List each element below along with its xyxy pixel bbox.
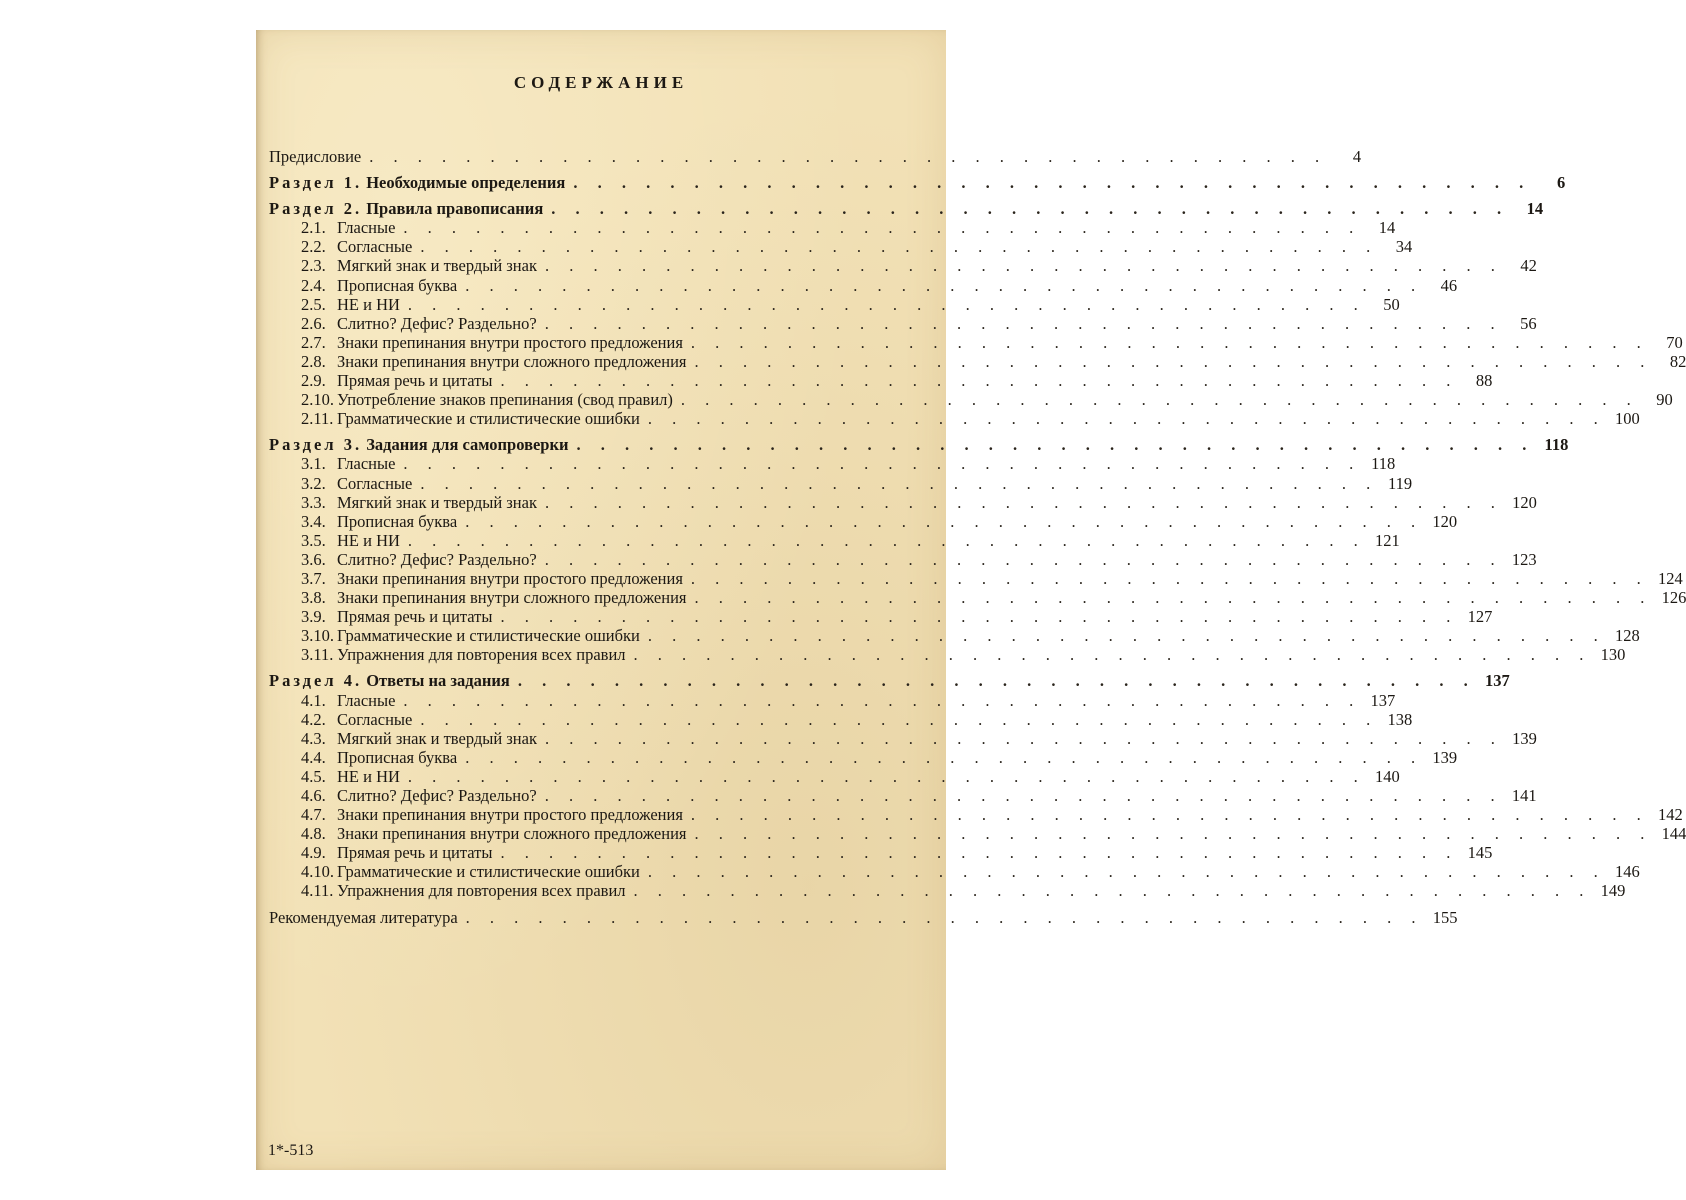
toc-item-row [269, 332, 1683, 352]
item-number: 4.7. [301, 805, 326, 825]
item-title: Знаки препинания внутри сложного предложения [337, 588, 687, 608]
leader-dots [537, 256, 1503, 275]
toc-text [269, 550, 537, 569]
toc-section-row [269, 173, 1566, 193]
section-title: Ответы на задания [366, 671, 510, 691]
toc-page-number: 82 [1669, 351, 1686, 371]
toc-item-row [269, 454, 1396, 474]
toc-page-number: 14 [1526, 199, 1544, 219]
toc-text: Предисловие [269, 147, 362, 166]
toc-text [269, 256, 537, 275]
item-number: 4.10. [301, 862, 334, 882]
item-title: Гласные [337, 218, 396, 238]
leader-dots [626, 881, 1592, 900]
toc-page-number: 56 [1520, 313, 1537, 333]
leader-dots [457, 512, 1423, 531]
item-number: 4.4. [301, 747, 326, 767]
toc-page-number: 141 [1511, 786, 1537, 805]
toc-page-number: 4 [1352, 147, 1362, 166]
item-number: 2.8. [301, 351, 326, 371]
item-number: 2.5. [301, 294, 326, 314]
toc-item-row [269, 690, 1396, 710]
toc-page-number: 126 [1661, 588, 1686, 608]
toc-item-row [269, 786, 1537, 805]
item-title: Знаки препинания внутри простого предложения [337, 568, 683, 588]
item-number: 4.9. [301, 843, 326, 863]
leader-dots [640, 862, 1606, 881]
toc-item-row [269, 237, 1413, 257]
item-number: 3.6. [301, 549, 326, 569]
item-title: Мягкий знак и твердый знак [337, 492, 537, 512]
item-title: НЕ и НИ [337, 530, 400, 550]
leader-dots [457, 748, 1423, 767]
toc-page-number: 121 [1375, 530, 1400, 550]
item-title: Знаки препинания внутри сложного предложения [337, 824, 687, 844]
toc-page-number: 42 [1520, 256, 1537, 276]
toc-text [269, 607, 492, 626]
item-title: Мягкий знак и твердый знак [337, 728, 537, 748]
toc-page-number: 127 [1467, 607, 1493, 627]
item-title: Согласные [337, 237, 413, 257]
item-number: 4.2. [301, 709, 326, 729]
toc-page-number: 137 [1370, 690, 1396, 710]
toc-text [269, 729, 537, 748]
leader-dots [457, 276, 1423, 295]
leader-dots [683, 569, 1649, 588]
toc-page-number: 144 [1661, 824, 1686, 844]
toc-text [269, 390, 673, 409]
toc-sections [269, 173, 1686, 901]
toc-text [269, 767, 400, 786]
leader-dots [640, 409, 1606, 428]
toc-text [269, 371, 492, 390]
item-title: Слитно? Дефис? Раздельно? [337, 549, 537, 569]
toc-text [269, 237, 412, 256]
item-number: 2.1. [301, 218, 326, 238]
leader-dots [537, 729, 1503, 748]
toc-text [269, 626, 640, 645]
item-title: Грамматические и стилистические ошибки [337, 409, 640, 429]
item-number: 4.1. [301, 690, 326, 710]
leader-dots [640, 626, 1606, 645]
leader-dots [687, 588, 1653, 607]
leader-dots [361, 147, 1327, 166]
toc-text [269, 569, 683, 588]
printer-signature: 1*-513 [268, 1142, 314, 1159]
toc-item-row [269, 588, 1686, 608]
toc-text [269, 333, 683, 352]
toc-text [269, 314, 537, 333]
toc-text [269, 691, 395, 710]
item-number: 3.2. [301, 473, 326, 493]
item-number: 4.8. [301, 824, 326, 844]
toc-item-row [269, 747, 1458, 767]
table-of-contents [269, 147, 1686, 927]
item-title: Слитно? Дефис? Раздельно? [337, 313, 537, 333]
toc-text [269, 786, 537, 805]
item-number: 2.3. [301, 256, 326, 276]
toc-item-row [269, 766, 1400, 786]
item-number: 3.8. [301, 588, 326, 608]
section-label: Раздел 4. [269, 671, 363, 691]
item-title: Грамматические и стилистические ошибки [337, 626, 640, 646]
leader-dots [412, 474, 1378, 493]
leader-dots [412, 710, 1378, 729]
book-page [256, 30, 1686, 1170]
leader-dots [395, 691, 1361, 710]
toc-text [269, 881, 626, 900]
toc-page-number: 88 [1475, 371, 1493, 391]
leader-dots [412, 237, 1378, 256]
toc-text [269, 824, 687, 843]
toc-text [269, 588, 687, 607]
toc-item-row [269, 256, 1537, 276]
toc-item-row [269, 568, 1683, 588]
toc-text [269, 435, 569, 454]
toc-page-number: 139 [1512, 728, 1537, 748]
toc-page-number: 130 [1600, 645, 1626, 665]
item-title: Согласные [337, 709, 413, 729]
item-title: Знаки препинания внутри простого предложения [337, 332, 683, 352]
toc-page-number: 146 [1614, 862, 1640, 882]
toc-item-row [269, 549, 1537, 569]
item-number: 3.7. [301, 568, 326, 588]
toc-page-number: 14 [1378, 218, 1396, 238]
leader-dots [543, 199, 1509, 218]
toc-page-number: 120 [1432, 511, 1458, 531]
toc-item-row [269, 409, 1640, 429]
toc-page-number: 138 [1387, 709, 1413, 729]
toc-item-row [269, 313, 1537, 333]
toc-item-row [269, 530, 1400, 550]
toc-page-number: 128 [1614, 626, 1640, 646]
item-number: 3.10. [301, 626, 334, 646]
toc-item-row [269, 805, 1683, 825]
toc-page-number: 123 [1511, 549, 1537, 569]
toc-text [269, 409, 640, 428]
item-title: Прописная буква [337, 511, 458, 531]
item-title: Знаки препинания внутри сложного предложения [337, 351, 687, 371]
toc-page-number: 119 [1388, 473, 1413, 493]
toc-item-row [269, 218, 1396, 238]
toc-page-number: 140 [1375, 766, 1400, 786]
section-label: Раздел 1. [269, 173, 363, 193]
item-title: Прописная буква [337, 747, 458, 767]
toc-item-row [269, 351, 1686, 371]
leader-dots [400, 531, 1366, 550]
toc-item-row [269, 709, 1413, 729]
section-label: Раздел 2. [269, 199, 363, 219]
item-number: 4.6. [301, 786, 326, 805]
toc-page-number: 118 [1371, 454, 1396, 474]
item-title: Мягкий знак и твердый знак [337, 256, 537, 276]
toc-item-row [269, 645, 1626, 665]
item-number: 2.7. [301, 332, 326, 352]
leader-dots [395, 218, 1361, 237]
toc-page-number: 50 [1383, 294, 1400, 314]
toc-item-row [269, 371, 1493, 391]
item-title: Употребление знаков препинания (свод правил) [337, 390, 673, 410]
item-number: 4.5. [301, 766, 326, 786]
toc-section-row [269, 199, 1544, 219]
toc-page-number: 137 [1484, 671, 1510, 691]
toc-row-preface [269, 147, 1362, 166]
section-title: Задания для самопроверки [366, 435, 569, 455]
item-number: 3.3. [301, 492, 326, 512]
toc-text [269, 531, 400, 550]
item-title: Согласные [337, 473, 413, 493]
toc-item-row [269, 862, 1640, 882]
leader-dots [510, 671, 1476, 690]
section-title: Необходимые определения [366, 173, 566, 193]
toc-text [269, 748, 457, 767]
item-title: Гласные [337, 690, 396, 710]
toc-text [269, 512, 457, 531]
page-title: СОДЕРЖАНИЕ [513, 73, 689, 92]
item-title: Упражнения для повторения всех правил [337, 645, 626, 665]
toc-text [269, 474, 412, 493]
item-title: Гласные [337, 454, 396, 474]
item-number: 2.2. [301, 237, 326, 257]
leader-dots [400, 295, 1366, 314]
toc-page-number: 142 [1658, 805, 1683, 825]
item-title: Упражнения для повторения всех правил [337, 881, 626, 901]
toc-page-number: 100 [1614, 409, 1640, 429]
toc-text [269, 218, 395, 237]
toc-page-number: 149 [1600, 881, 1626, 901]
toc-page-number: 124 [1658, 568, 1683, 588]
toc-text [269, 710, 412, 729]
toc-item-row [269, 492, 1537, 512]
item-number: 2.6. [301, 313, 326, 333]
item-number: 3.4. [301, 511, 326, 531]
toc-text [269, 173, 565, 192]
item-title: Прямая речь и цитаты [337, 607, 493, 627]
leader-dots [537, 786, 1503, 805]
toc-text [269, 671, 510, 690]
item-title: НЕ и НИ [337, 766, 400, 786]
toc-item-row [269, 511, 1458, 531]
toc-text [269, 493, 537, 512]
leader-dots [458, 908, 1424, 927]
leader-dots [400, 767, 1366, 786]
leader-dots [683, 805, 1649, 824]
toc-item-row [269, 728, 1537, 748]
toc-page-number: 155 [1432, 907, 1458, 927]
toc-text [269, 199, 543, 218]
toc-page-number: 46 [1440, 275, 1458, 295]
item-title: Прямая речь и цитаты [337, 843, 493, 863]
item-number: 3.5. [301, 530, 326, 550]
toc-item-row [269, 881, 1626, 901]
item-number: 2.9. [301, 371, 326, 391]
toc-page-number: 34 [1395, 237, 1413, 257]
toc-page-number: 120 [1512, 492, 1537, 512]
leader-dots [537, 493, 1503, 512]
toc-text: Рекомендуемая литература [269, 907, 458, 927]
item-number: 4.11. [301, 881, 334, 901]
leader-dots [537, 314, 1503, 333]
toc-text [269, 276, 457, 295]
toc-page-number: 145 [1467, 843, 1493, 863]
leader-dots [687, 824, 1653, 843]
toc-item-row [269, 626, 1640, 646]
item-number: 4.3. [301, 728, 326, 748]
leader-dots [492, 607, 1458, 626]
toc-item-row [269, 824, 1686, 844]
toc-item-row [269, 294, 1400, 314]
toc-section-row [269, 435, 1569, 455]
leader-dots [565, 173, 1531, 192]
toc-text [269, 454, 395, 473]
item-number: 3.9. [301, 607, 326, 627]
toc-section-row [269, 671, 1510, 691]
leader-dots [492, 843, 1458, 862]
leader-dots [683, 333, 1649, 352]
leader-dots [395, 454, 1361, 473]
item-title: Грамматические и стилистические ошибки [337, 862, 640, 882]
toc-page-number: 70 [1666, 332, 1683, 352]
leader-dots [569, 435, 1535, 454]
item-number: 2.10. [301, 390, 334, 410]
toc-item-row [269, 473, 1413, 493]
toc-text [269, 805, 683, 824]
toc-row-literature [269, 907, 1458, 927]
toc-page-number: 118 [1544, 435, 1569, 455]
leader-dots [673, 390, 1639, 409]
toc-item-row [269, 390, 1673, 410]
item-title: НЕ и НИ [337, 294, 400, 314]
toc-item-row [269, 843, 1493, 863]
item-number: 2.4. [301, 275, 326, 295]
item-number: 3.11. [301, 645, 334, 665]
toc-page-number: 6 [1556, 173, 1566, 193]
toc-text [269, 862, 640, 881]
leader-dots [537, 550, 1503, 569]
toc-text [269, 352, 687, 371]
leader-dots [687, 352, 1653, 371]
section-title: Правила правописания [366, 199, 544, 219]
toc-item-row [269, 607, 1493, 627]
toc-page-number: 90 [1656, 390, 1673, 410]
item-title: Знаки препинания внутри простого предложения [337, 805, 683, 825]
item-number: 2.11. [301, 409, 334, 429]
toc-text [269, 295, 400, 314]
leader-dots [626, 645, 1592, 664]
toc-text [269, 843, 492, 862]
section-label: Раздел 3. [269, 435, 363, 455]
toc-text [269, 645, 626, 664]
toc-page-number: 139 [1432, 747, 1458, 767]
toc-item-row [269, 275, 1458, 295]
item-title: Прямая речь и цитаты [337, 371, 493, 391]
item-title: Слитно? Дефис? Раздельно? [337, 786, 537, 805]
leader-dots [492, 371, 1458, 390]
item-title: Прописная буква [337, 275, 458, 295]
item-number: 3.1. [301, 454, 326, 474]
